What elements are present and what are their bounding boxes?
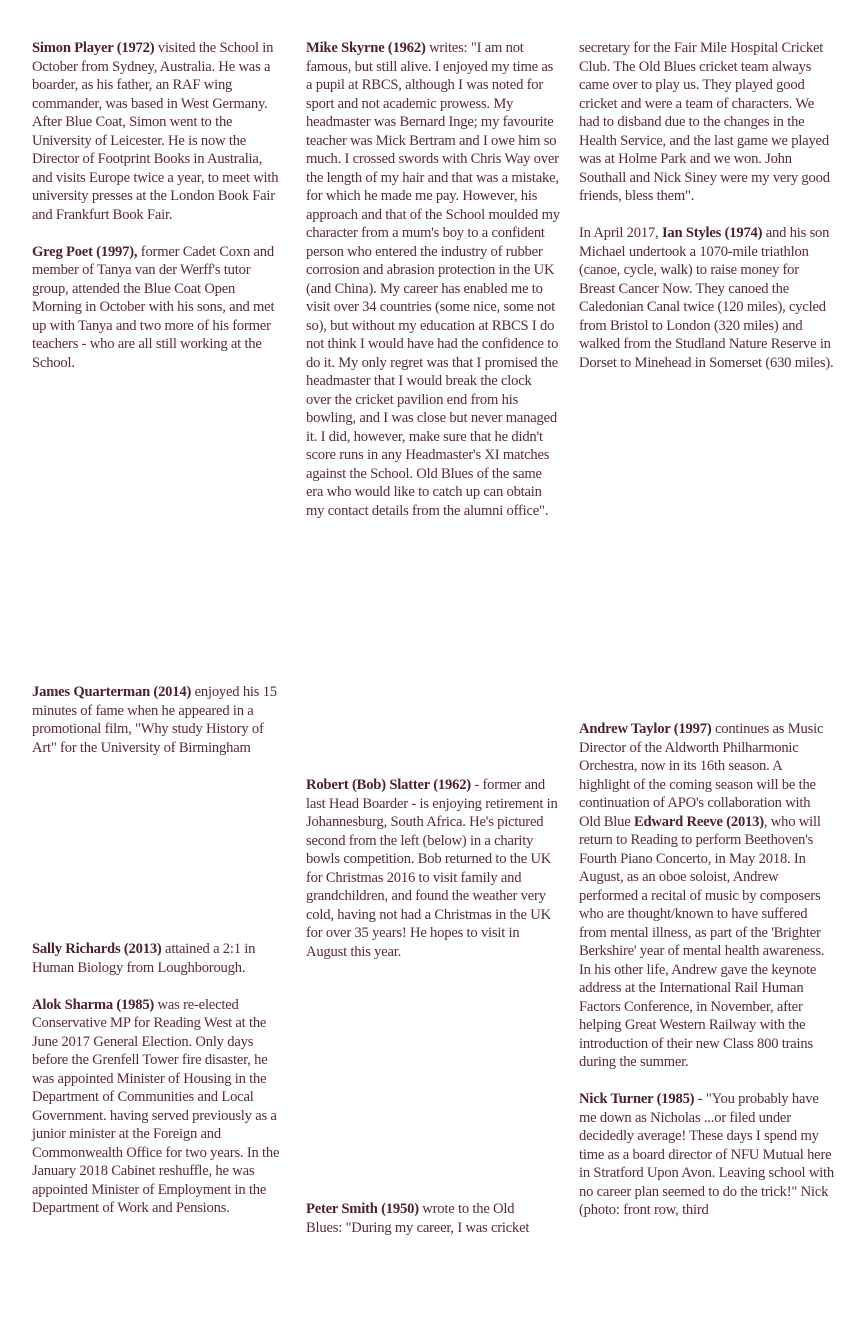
entry-simon-player [32,39,286,224]
entry-text: visited the School in October from Sydney, Australia. He was a boarder, as his father, an RAF wing commander, was based in West Germany. After Blue Coat, Simon went to the University of Leicester. He is now the Director of Footprint Books in Australia, and visits Europe twice a year, to meet with university presses at the London Book Fair and Frankfurt Book Fair. [32,40,279,223]
entry-name: Mike Skyrne (1962) [306,40,426,56]
column-1-bottom [32,940,288,1218]
entry-andrew-taylor [579,720,835,1072]
column-2-top [306,39,560,520]
entry-name: Alok Sharma (1985) [32,996,155,1013]
entry-text: was re-elected Conservative MP for Reading West at the June 2017 General Election. Only days before the Grenfell Tower fire disaster, he was appointed Minister of Housing in the Department of Communities and Local Government. having served previously as a junior minister at the Foreign and Commonwealth Office for two years. In the January 2018 Cabinet reshuffle, he was appointed Minister of Employment in the Department of Work and Pensions. [32,996,280,1216]
column-2-middle [306,776,562,961]
entry-greg-poet [32,243,286,373]
entry-name: Sally Richards (2013) [32,941,162,957]
entry-text: wrote to the Old Blues: "During my career, I was cricket [306,1201,530,1236]
entry-text: secretary for the Fair Mile Hospital Cricket Club. The Old Blues cricket team always came over to play us. They played good cricket and were a team of characters. We had to disband due to the changes in the Health Service, and the last game we played was at Holme Park and we won. John Southall and Nick Siney were my very good friends, bless them". [579,40,830,204]
entry-peter-smith [306,1200,538,1237]
entry-ian-styles [579,224,835,372]
entry-alok-sharma [32,996,288,1218]
entry-text: enjoyed his 15 minutes of fame when he appeared in a promotional film, "Why study History of Art" for the University of Birmingham [32,684,277,756]
column-2-bottom [306,1200,538,1237]
entry-name: James Quarterman (2014) [32,684,192,700]
entry-name: Nick Turner (1985) [579,1091,695,1107]
entry-name: Robert (Bob) Slatter (1962) [306,777,471,793]
column-1-middle [32,683,282,757]
column-3-top [579,39,835,372]
entry-sally-richards [32,940,288,977]
entry-name: Ian Styles (1974) [661,225,763,241]
entry-nick-turner [579,1090,835,1220]
entry-name: Peter Smith (1950) [306,1201,419,1217]
entry-text: writes: "I am not famous, but still alive. I enjoyed my time as a pupil at RBCS, although I was noted for sport and not academic prowess. My headmaster was Bernard Inge; my favourite teacher was Mick Bertram and I owe him so much. I crossed swords with Chris Way over the length of my hair and that was a mistake, for which he made me pay. However, his approach and that of the School moulded my character from a mum's boy to a confident person who entered the industry of rubber corrosion and abrasion protection in the UK (and China). My career has enabled me to visit over 34 countries (some nice, some not so), but without my education at RBCS I do not think I would have had the confidence to do it. My only regret was that I promised the headmaster that I would break the clock over the cricket pavilion end from his bowling, and I was close but never managed it. I did, however, make sure that he didn't score runs in any Headmaster's XI matches against the School. Old Blues of the same era who would like to catch up can obtain my contact details from the alumni office". [306,40,560,519]
entry-text: former Cadet Coxn and member of Tanya van der Werff's tutor group, attended the Blue Coat Open Morning in October with his sons, and met up with Tanya and two more of his former teachers - who are all still working at the School. [32,243,275,371]
entry-text: and his son Michael undertook a 1070-mile triathlon (canoe, cycle, walk) to raise money for Breast Cancer Now. They canoed the Caledonian Canal twice (120 miles), cycled from Bristol to London (320 miles) and walked from the Studland Nature Reserve in Dorset to Minehead in Somerset (630 miles). [579,225,834,371]
entry-name: Andrew Taylor (1997) [579,721,712,737]
entry-text: continues as Music Director of the Aldworth Philharmonic Orchestra, now in its 16th season. A highlight of the coming season will be the continuation of APO's collaboration with Old Blue [579,721,824,830]
entry-name: Simon Player (1972) [32,40,155,56]
entry-lead-text: In April 2017, [579,225,662,241]
column-1-top [32,39,286,372]
entry-name: Greg Poet (1997), [32,243,138,260]
column-3-bottom [579,720,835,1220]
entry-peter-smith-continued [579,39,835,206]
entry-mike-skyrne [306,39,560,520]
entry-james-quarterman [32,683,282,757]
entry-text: attained a 2:1 in Human Biology from Loughborough. [32,941,256,976]
entry-text-continued: , who will return to Reading to perform Beethoven's Fourth Piano Concerto, in May 2018. In August, as an oboe soloist, Andrew performed a recital of music by composers who are thought/known to have suffered from mental illness, as part of the 'Brighter Berkshire' year of mental health awareness. In his other life, Andrew gave the keynote address at the International Rail Human Factors Conference, in November, after helping Great Western Railway with the introduction of their new Class 800 trains during the summer. [579,813,825,1070]
entry-robert-slatter [306,776,562,961]
entry-name-secondary: Edward Reeve (2013) [633,813,764,830]
entry-text: - former and last Head Boarder - is enjoying retirement in Johannesburg, South Africa. He's pictured second from the left (below) in a charity bowls competition. Bob returned to the UK for Christmas 2016 to visit family and grandchildren, and found the weather very cold, having not had a Christmas in the UK for over 35 years! He hopes to visit in August this year. [306,777,558,960]
entry-text: - "You probably have me down as Nicholas ...or filed under decidedly average! These days I spend my time as a board director of NFU Mutual here in Stratford Upon Avon. Leaving school with no career plan seemed to do the trick!" Nick (photo: front row, third [579,1091,834,1218]
